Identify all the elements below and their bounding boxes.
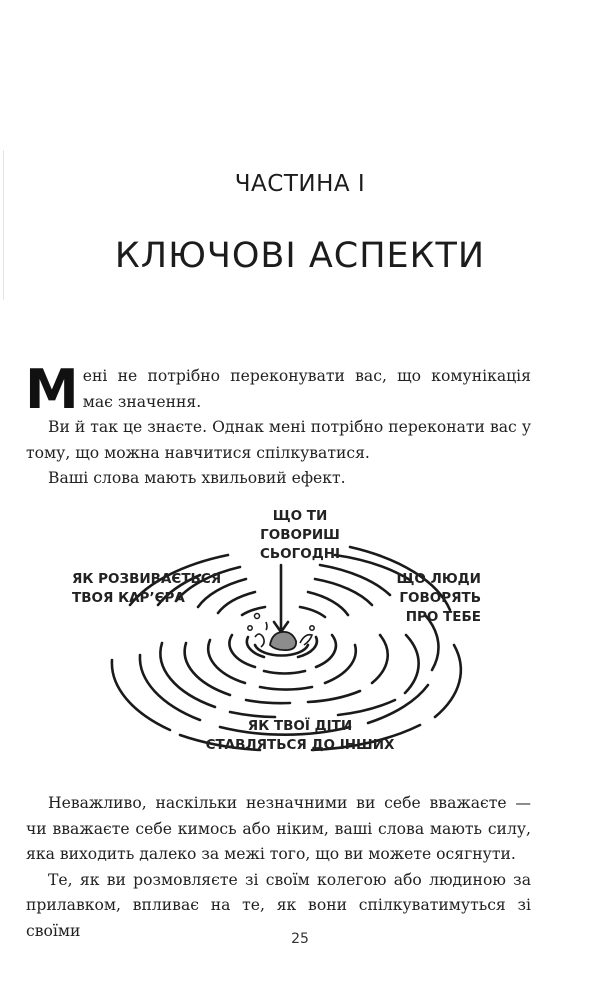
continuation-text (26, 791, 531, 944)
label-line: СТАВЛЯТЬСЯ ДО ІНШИХ (205, 737, 395, 753)
body-paragraph-2: Те, як ви розмовляєте зі своїм колегою або людиною за прилавком, впливає на те, як вони спілкуватимуться зі своїми (26, 870, 531, 940)
diagram-label-center (240, 507, 360, 564)
diagram-label-bottom (180, 717, 420, 755)
label-line: ПРО ТЕБЕ (405, 609, 481, 625)
intro-paragraph-2: Ви й так це знаєте. Однак мені потрібно переконати вас у тому, що можна навчитися спілкуватися. (26, 418, 531, 462)
label-line: СЬОГОДНІ (259, 546, 341, 562)
intro-paragraph-3: Ваші слова мають хвильовий ефект. (48, 469, 346, 487)
label-line: ЯК РОЗВИВАЄТЬСЯ (72, 571, 222, 587)
ripple-effect-diagram (50, 495, 550, 775)
intro-paragraph-1 (25, 358, 531, 421)
intro-paragraph-1-text: ені не потрібно переконувати вас, що комунікація має значення. (82, 367, 531, 411)
diagram-label-right (395, 570, 481, 627)
intro-text (25, 358, 531, 492)
label-line: ТВОЯ КАР’ЄРА (72, 590, 185, 606)
label-line: ГОВОРЯТЬ (399, 590, 481, 606)
label-line: ЩО ЛЮДИ (396, 571, 481, 587)
label-line: ЯК ТВОЇ ДІТИ (247, 718, 353, 734)
diagram-label-left (72, 570, 221, 608)
page-number: 25 (291, 931, 309, 947)
part-title: КЛЮЧОВІ АСПЕКТИ (114, 236, 486, 276)
drop-cap: М (25, 358, 79, 421)
body-paragraph-1: Неважливо, наскільки незначними ви себе вважаєте — чи вважаєте себе кимось або ніким, ваші слова мають силу, яка виходить далеко за межі того, що ви можете осягнути. (26, 794, 531, 863)
label-line: ГОВОРИШ (260, 527, 340, 543)
part-label: ЧАСТИНА I (234, 171, 366, 197)
label-line: ЩО ТИ (272, 508, 328, 524)
